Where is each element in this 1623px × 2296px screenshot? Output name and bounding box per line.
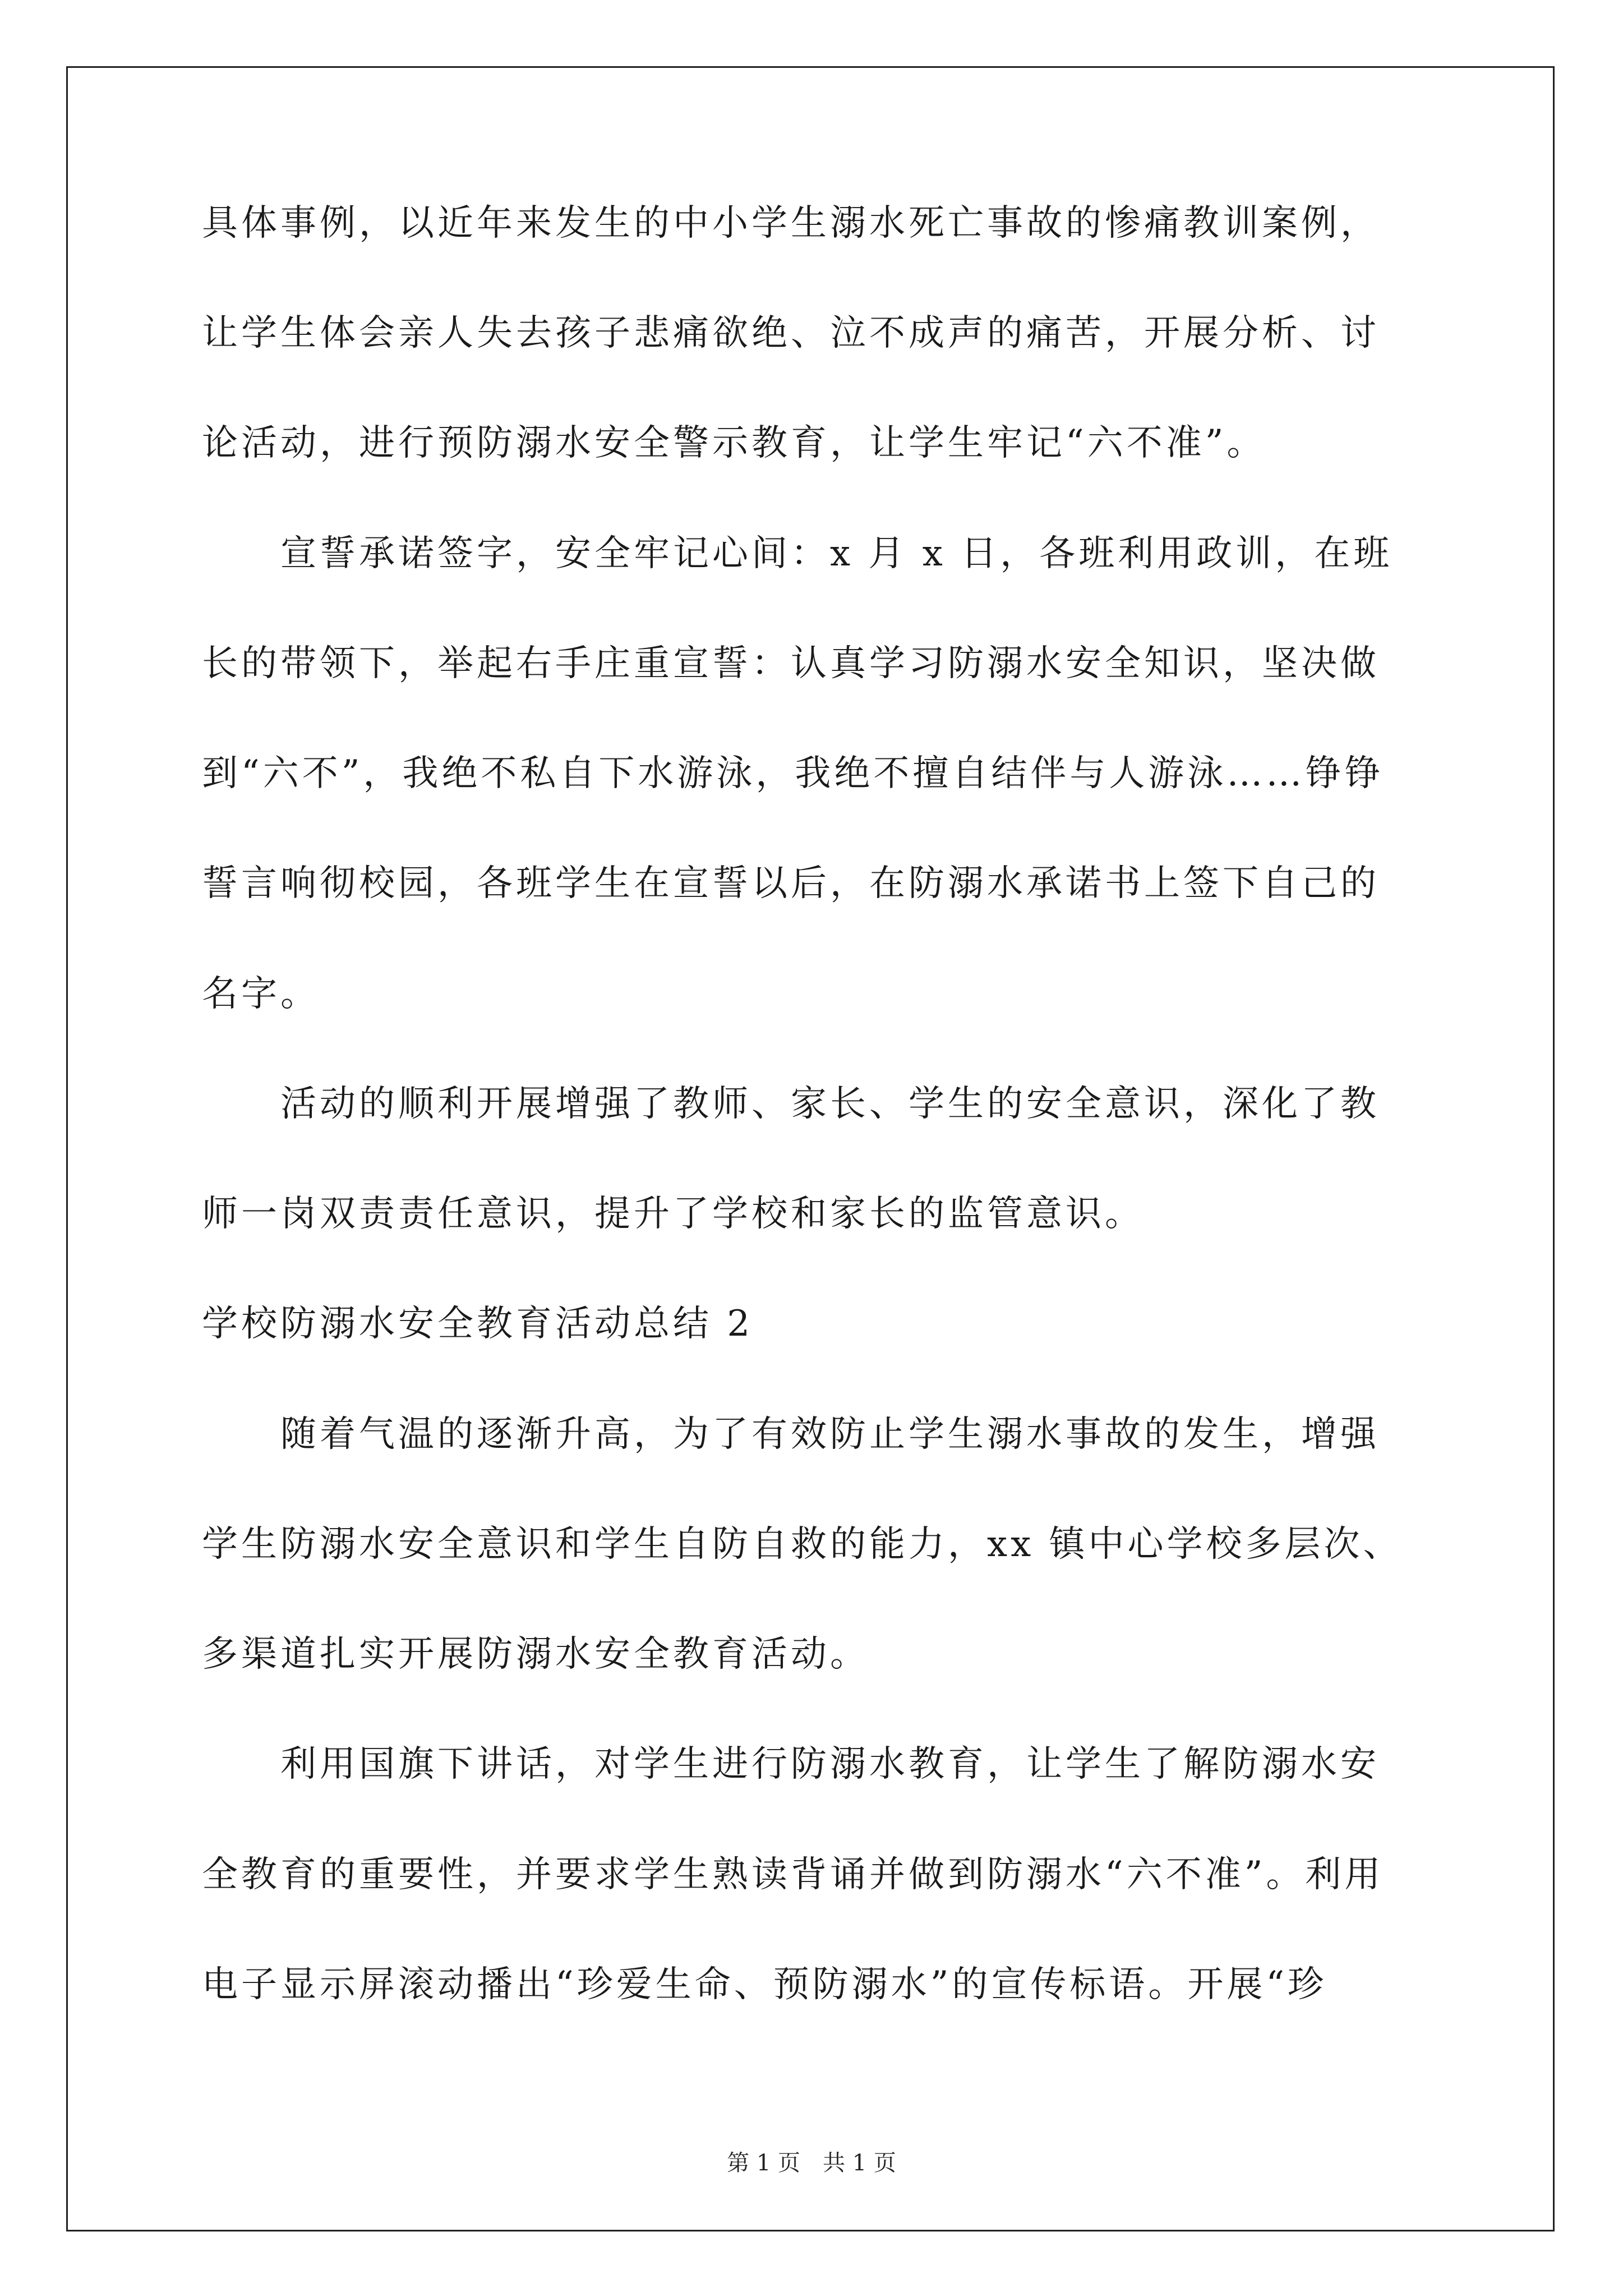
section-heading: 学校防溺水安全教育活动总结 2 <box>202 1303 754 1345</box>
text-line: 电子显示屏滚动播出“珍爱生命、预防溺水”的宣传标语。开展“珍 <box>202 1964 1327 2005</box>
paragraph-first-line: 利用国旗下讲话，对学生进行防溺水教育，让学生了解防溺水安 <box>280 1743 1380 1785</box>
text-line: 全教育的重要性，并要求学生熟读背诵并做到防溺水“六不准”。利用 <box>202 1854 1384 1895</box>
text-line: 让学生体会亲人失去孩子悲痛欲绝、泣不成声的痛苦，开展分析、讨 <box>202 312 1380 354</box>
text-line: 名字。 <box>202 973 320 1015</box>
text-line: 师一岗双责责任意识，提升了学校和家长的监管意识。 <box>202 1193 1144 1235</box>
paragraph-first-line: 随着气温的逐渐升高，为了有效防止学生溺水事故的发生，增强 <box>280 1414 1380 1455</box>
page-footer: 第 1 页 共 1 页 <box>727 2150 896 2176</box>
paragraph-first-line: 活动的顺利开展增强了教师、家长、学生的安全意识，深化了教 <box>280 1083 1380 1125</box>
page-border <box>66 66 1555 2231</box>
text-line: 论活动，进行预防溺水安全警示教育，让学生牢记“六不准”。 <box>202 422 1266 464</box>
paragraph-first-line: 宣誓承诺签字，安全牢记心间：x 月 x 日，各班利用政训，在班 <box>280 533 1393 574</box>
text-line: 长的带领下，举起右手庄重宣誓：认真学习防溺水安全知识，坚决做 <box>202 643 1380 684</box>
text-line: 誓言响彻校园，各班学生在宣誓以后，在防溺水承诺书上签下自己的 <box>202 863 1380 904</box>
text-line: 学生防溺水安全意识和学生自防自救的能力，xx 镇中心学校多层次、 <box>202 1524 1403 1565</box>
text-line: 多渠道扎实开展防溺水安全教育活动。 <box>202 1634 869 1675</box>
text-line: 到“六不”，我绝不私自下水游泳，我绝不擅自结伴与人游泳……铮铮 <box>202 753 1384 794</box>
text-line: 具体事例，以近年来发生的中小学生溺水死亡事故的惨痛教训案例， <box>202 203 1380 244</box>
